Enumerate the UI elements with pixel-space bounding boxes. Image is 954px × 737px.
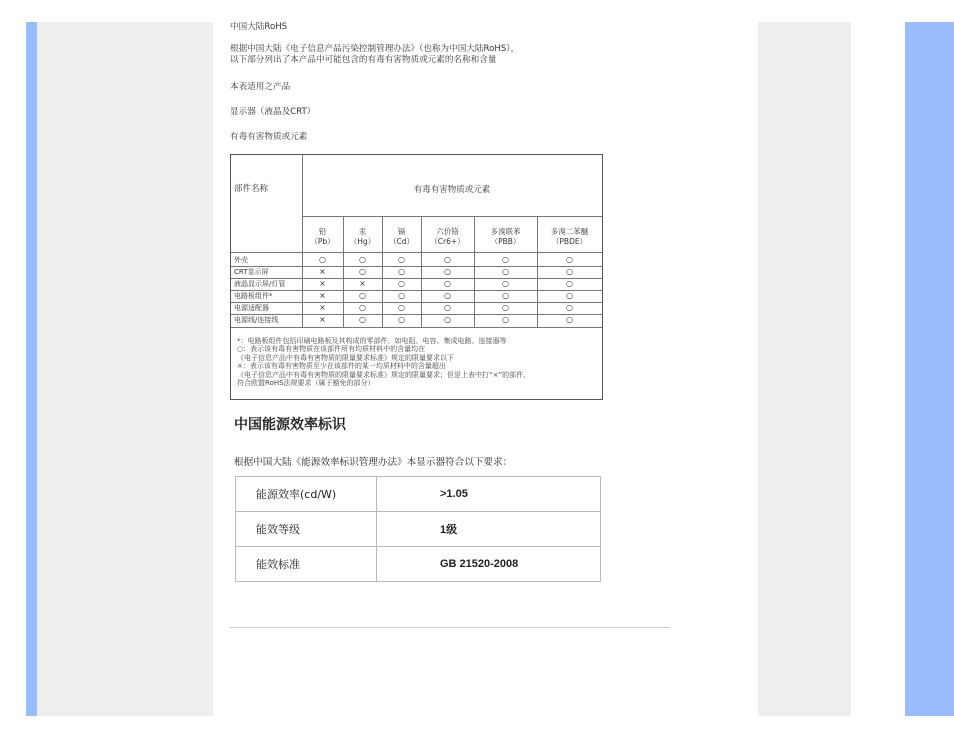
rohs-row-mark: ○ [398,303,405,312]
rohs-row-mark: ○ [502,267,509,276]
right-sidebar-bar [905,22,954,716]
rohs-row-mark: ○ [398,255,405,264]
rohs-row-mark: ○ [359,267,366,276]
rohs-grid-hline [231,252,602,253]
rohs-row-mark: ○ [444,255,451,264]
rohs-row-mark: ○ [444,267,451,276]
energy-row-value: 1级 [377,512,601,547]
rohs-notes [237,337,530,387]
rohs-note-line: 《电子信息产品中有毒有害物质的限量要求标准》规定的限量要求；但是上表中打“×”的部件， [237,370,531,379]
section-divider [230,627,670,628]
energy-row-value: GB 21520-2008 [377,547,601,582]
rohs-row-mark: ○ [502,255,509,264]
rohs-row-mark: ○ [502,315,509,324]
rohs-column-name: 镉 [397,227,406,236]
rohs-note-line: 符合欧盟RoHS法规要求（属于豁免的部分） [237,379,375,388]
rohs-row-mark: ○ [566,315,573,324]
rohs-column-name: 六价铬 [436,227,459,236]
rohs-column-name: 多溴二苯醚 [550,227,589,236]
rohs-table [230,154,603,400]
rohs-substances-header: 有毒有害物质或元素 [413,185,491,195]
right-inner-strip [851,22,905,716]
rohs-note-line: ○：表示该有毒有害物质在该部件所有均质材料中的含量均在 [237,345,426,354]
rohs-row-mark: ○ [359,303,366,312]
rohs-row-part: 电源线/连接线 [234,316,279,324]
rohs-row-mark: ○ [502,279,509,288]
rohs-substances-label: 有毒有害物质或元素 [230,132,308,142]
rohs-row-mark: ○ [502,303,509,312]
energy-table [235,476,601,582]
rohs-row-mark: × [319,267,326,276]
rohs-row-mark: ○ [398,291,405,300]
rohs-column-symbol: （Cd） [389,237,414,246]
rohs-row-mark: ○ [566,279,573,288]
left-panel [37,22,213,716]
rohs-row-mark: ○ [444,291,451,300]
rohs-column-name: 汞 [358,227,367,236]
rohs-row-mark: × [319,303,326,312]
rohs-part-header: 部件名称 [234,184,269,194]
rohs-row-mark: × [319,291,326,300]
rohs-heading: 中国大陆RoHS [230,22,288,32]
rohs-row-mark: ○ [566,267,573,276]
rohs-intro-line-2: 以下部分列出了本产品中可能包含的有毒有害物质或元素的名称和含量 [230,55,497,65]
energy-row-label: 能效等级 [236,512,377,547]
rohs-row-part: 电路板组件* [234,292,273,300]
energy-row [236,477,601,512]
rohs-row-mark: × [319,279,326,288]
rohs-row-mark: ○ [566,291,573,300]
left-sidebar-bar [26,22,37,716]
rohs-column-symbol: （PBDE） [551,237,588,246]
rohs-row-mark: ○ [566,303,573,312]
energy-intro: 根据中国大陆《能源效率标识管理办法》本显示器符合以下要求： [234,457,513,468]
rohs-column-symbol: （PBB） [490,237,521,246]
rohs-grid-hline [231,327,602,328]
rohs-row-mark: ○ [502,291,509,300]
rohs-column-name: 铅 [318,227,327,236]
rohs-row-mark: ○ [444,303,451,312]
rohs-grid-hline [302,216,602,217]
rohs-row-mark: ○ [398,279,405,288]
rohs-note-line: 《电子信息产品中有毒有害物质的限量要求标准》规定的限量要求以下 [237,353,454,362]
rohs-column-symbol: （Hg） [349,237,376,246]
rohs-row-mark: ○ [319,255,326,264]
rohs-row-part: 液晶显示屏/灯管 [234,280,286,288]
energy-row-label: 能源效率(cd/W) [236,477,377,512]
energy-row [236,547,601,582]
energy-title: 中国能源效率标识 [234,417,346,433]
rohs-row-mark: ○ [359,315,366,324]
rohs-note-line: *：电路板组件包括印刷电路板及其构成的零部件，如电阻、电容、集成电路、连接器等 [237,337,507,345]
rohs-row-part: 外壳 [234,256,248,264]
rohs-intro-line-1: 根据中国大陆《电子信息产品污染控制管理办法》（也称为中国大陆RoHS）， [230,44,520,54]
rohs-row-mark: ○ [566,255,573,264]
rohs-row-mark: × [319,315,326,324]
rohs-row-mark: ○ [359,255,366,264]
rohs-column-symbol: （Pb） [310,237,335,246]
rohs-row-mark: ○ [359,291,366,300]
rohs-product: 显示器（液晶及CRT） [230,107,316,117]
rohs-row-mark: ○ [444,315,451,324]
rohs-note-line: ×：表示该有毒有害物质至少在该部件的某一均质材料中的含量超出 [237,362,446,371]
energy-row-value: >1.05 [377,477,601,512]
document-page [213,22,758,716]
right-panel [758,22,851,716]
rohs-row-mark: × [359,279,366,288]
energy-row [236,512,601,547]
rohs-applies-label: 本表适用之产品 [230,82,291,92]
rohs-column-name: 多溴联苯 [490,227,521,236]
rohs-row-mark: ○ [398,267,405,276]
rohs-row-mark: ○ [398,315,405,324]
rohs-row-mark: ○ [444,279,451,288]
rohs-row-part: CRT显示屏 [234,268,269,276]
energy-row-label: 能效标准 [236,547,377,582]
rohs-row-part: 电源适配器 [234,304,269,312]
rohs-column-symbol: （Cr6+） [430,237,465,246]
